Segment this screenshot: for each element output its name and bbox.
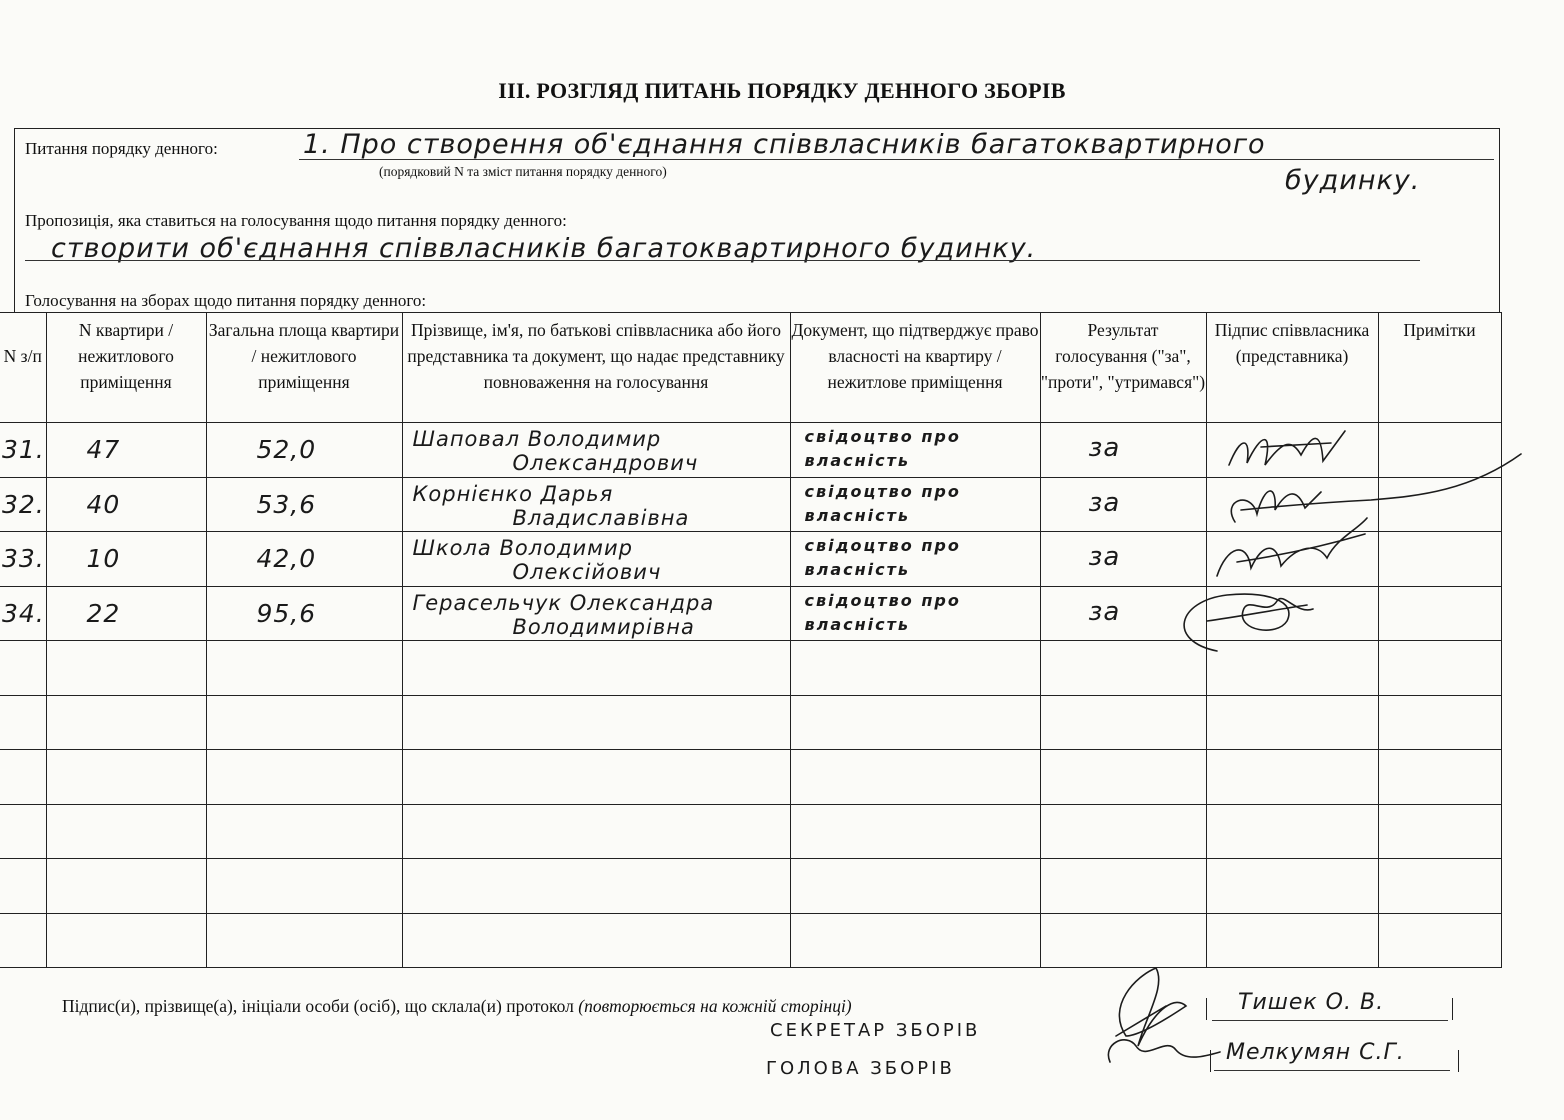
row-document: свідоцтво про [804, 481, 961, 501]
row-document: свідоцтво про [804, 536, 961, 555]
secretary-bracket-right [1452, 998, 1453, 1020]
agenda-question-caption: (порядковий N та зміст питання порядку денного) [379, 164, 667, 179]
row-area: 53,6 [256, 489, 317, 519]
agenda-question-text: 1. Про створення об'єднання співвласників багатоквартирного [303, 129, 1266, 160]
row-owner-patronymic: Олексійович [512, 560, 662, 584]
row-vote: за [1088, 487, 1121, 518]
row-vote: за [1088, 542, 1121, 572]
header-signature: Підпис співвласника (представника) [1206, 313, 1378, 423]
row-owner-patronymic: Олександрович [512, 451, 699, 475]
row-vote: за [1088, 596, 1121, 627]
voting-label: Голосування на зборах щодо питання порядку денного: [25, 291, 427, 310]
table-row [0, 913, 1501, 968]
table-row [0, 750, 1501, 805]
header-vote-result: Результат голосування ("за", "проти", "утримався") [1040, 313, 1206, 423]
row-document-continued: власність [804, 451, 911, 470]
footer-signatures-label [62, 996, 852, 1017]
row-apartment: 22 [86, 598, 121, 628]
agenda-question-label: Питання порядку денного: [25, 139, 218, 158]
table-row [0, 804, 1501, 859]
table-row [0, 586, 1501, 641]
row-area: 52,0 [256, 435, 317, 465]
agenda-section [14, 128, 1500, 312]
chair-bracket-left [1210, 1050, 1211, 1072]
table-row [0, 532, 1501, 587]
secretary-underline [1212, 1020, 1448, 1021]
secretary-bracket-left [1206, 998, 1207, 1020]
table-row [0, 477, 1501, 532]
row-apartment: 47 [86, 435, 121, 465]
row-area: 42,0 [256, 544, 317, 574]
proposal-label: Пропозиція, яка ставиться на голосування щодо питання порядку денного: [25, 211, 567, 230]
proposal-text: створити об'єднання співвласників багатоквартирного будинку. [51, 233, 1037, 264]
table-row [0, 695, 1501, 750]
row-owner-patronymic: Володимирівна [512, 614, 695, 639]
row-document: свідоцтво про [804, 427, 961, 446]
row-number: 33. [2, 544, 45, 574]
header-area: Загальна площа квартири / нежитлового приміщення [206, 313, 402, 423]
secretary-role: СЕКРЕТАР ЗБОРІВ [770, 1020, 981, 1041]
chair-role: ГОЛОВА ЗБОРІВ [766, 1058, 955, 1079]
page-title: ІІІ. РОЗГЛЯД ПИТАНЬ ПОРЯДКУ ДЕННОГО ЗБОРІВ [498, 78, 1066, 103]
row-vote: за [1088, 433, 1121, 463]
footer-label-note: (повторюється на кожній сторінці) [578, 996, 852, 1016]
row-area: 95,6 [256, 598, 317, 628]
row-number: 31. [2, 435, 45, 465]
proposal-underline [25, 260, 1420, 261]
chair-underline [1214, 1070, 1450, 1071]
row-number: 34. [2, 598, 45, 628]
chair-name: Мелкумян С.Г. [1226, 1040, 1405, 1065]
row-document-continued: власність [804, 505, 911, 525]
row-owner-name: Герасельчук Олександра [412, 590, 715, 615]
agenda-question-underline [299, 159, 1494, 160]
row-document-continued: власність [804, 560, 911, 579]
header-ownership-document: Документ, що підтверджує право власності на квартиру / нежитлове приміщення [790, 313, 1040, 423]
secretary-name: Тишек О. В. [1238, 990, 1385, 1015]
header-notes: Примітки [1378, 313, 1501, 423]
row-apartment: 40 [86, 489, 121, 519]
header-number: N з/п [0, 313, 46, 423]
secretary-signature [1096, 966, 1226, 1076]
row-owner-name: Школа Володимир [412, 536, 633, 560]
row-owner-name: Корнієнко Дарья [412, 481, 614, 506]
row-document-continued: власність [804, 614, 911, 634]
votes-table [0, 312, 1502, 968]
table-header-row [0, 313, 1501, 423]
table-row [0, 641, 1501, 696]
header-owner-name: Прізвище, ім'я, по батькові співвласника або його представника та документ, що надає представнику повноваження на голосування [402, 313, 790, 423]
footer-label-text: Підпис(и), прізвище(а), ініціали особи (осіб), що склала(и) протокол [62, 996, 574, 1016]
agenda-question-text-continued: будинку. [1285, 165, 1421, 196]
row-document: свідоцтво про [804, 590, 961, 610]
row-owner-name: Шаповал Володимир [412, 427, 662, 451]
table-row [0, 423, 1501, 478]
row-number: 32. [2, 489, 45, 519]
owner-signature [1207, 532, 1377, 582]
row-owner-patronymic: Владиславівна [512, 505, 690, 530]
chair-bracket-right [1458, 1050, 1459, 1072]
table-row [0, 859, 1501, 914]
row-apartment: 10 [86, 544, 121, 574]
owner-signature [1221, 425, 1371, 475]
header-apartment: N квартири / нежитлового приміщення [46, 313, 206, 423]
